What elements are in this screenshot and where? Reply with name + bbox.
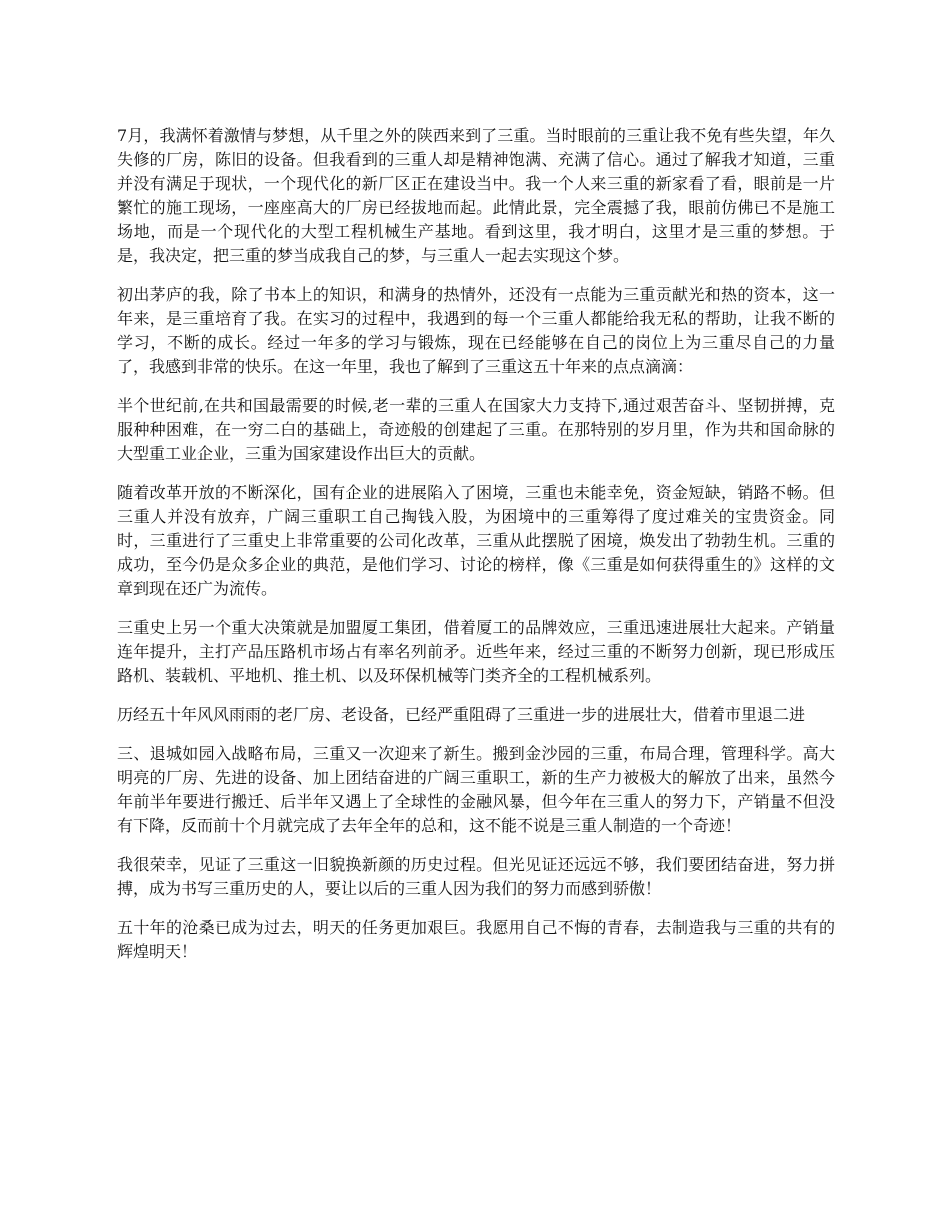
paragraph-2: 初出茅庐的我，除了书本上的知识，和满身的热情外，还没有一点能为三重贡献光和热的资本，这一年来，是三重培育了我。在实习的过程中，我遇到的每一个三重人都能给我无私的帮助，让我不断的学习，不断的成长。经过一年多的学习与锻炼，现在已经能够在自己的岗位上为三重尽自己的力量了，我感到非常的快乐。在这一年里，我也了解到了三重这五十年来的点点滴滴： bbox=[117, 285, 835, 376]
paragraph-3: 半个世纪前,在共和国最需要的时候,老一辈的三重人在国家大力支持下,通过艰苦奋斗、坚韧拼搏，克服种种困难，在一穷二白的基础上，奇迹般的创建起了三重。在那特别的岁月里，作为共和国命脉的大型重工业企业，三重为国家建设作出巨大的贡献。 bbox=[117, 396, 835, 463]
paragraph-7: 三、退城如园入战略布局，三重又一次迎来了新生。搬到金沙园的三重，布局合理，管理科学。高大明亮的厂房、先进的设备、加上团结奋进的广阔三重职工，新的生产力被极大的解放了出来，虽然今年前半年要进行搬迁、后半年又遇上了全球性的金融风暴，但今年在三重人的努力下，产销量不但没有下降，反而前十个月就完成了去年全年的总和，这不能不说是三重人制造的一个奇迹！ bbox=[117, 744, 835, 835]
paragraph-6: 历经五十年风风雨雨的老厂房、老设备，已经严重阻碍了三重进一步的进展壮大，借着市里退二进 bbox=[117, 705, 806, 724]
document-body bbox=[117, 124, 835, 979]
paragraph-1: 7月，我满怀着激情与梦想，从千里之外的陕西来到了三重。当时眼前的三重让我不免有些失望，年久失修的厂房，陈旧的设备。但我看到的三重人却是精神饱满、充满了信心。通过了解我才知道，三重并没有满足于现状，一个现代化的新厂区正在建设当中。我一个人来三重的新家看了看，眼前是一片繁忙的施工现场，一座座高大的厂房已经拔地而起。此情此景，完全震撼了我，眼前仿佛已不是施工场地，而是一个现代化的大型工程机械生产基地。看到这里，我才明白，这里才是三重的梦想。于是，我决定，把三重的梦当成我自己的梦，与三重人一起去实现这个梦。 bbox=[117, 126, 835, 265]
paragraph-8: 我很荣幸，见证了三重这一旧貌换新颜的历史过程。但光见证还远远不够，我们要团结奋进，努力拼搏，成为书写三重历史的人，要让以后的三重人因为我们的努力而感到骄傲！ bbox=[117, 855, 835, 898]
paragraph-5: 三重史上另一个重大决策就是加盟厦工集团，借着厦工的品牌效应，三重迅速进展壮大起来。产销量连年提升，主打产品压路机市场占有率名列前矛。近些年来，经过三重的不断努力创新，现已形成压路机、装载机、平地机、推土机、以及环保机械等门类齐全的工程机械系列。 bbox=[117, 618, 835, 685]
paragraph-9: 五十年的沧桑已成为过去，明天的任务更加艰巨。我愿用自己不悔的青春，去制造我与三重的共有的辉煌明天！ bbox=[117, 918, 835, 961]
paragraph-4: 随着改革开放的不断深化，国有企业的进展陷入了困境，三重也未能幸免，资金短缺，销路不畅。但三重人并没有放弃，广阔三重职工自己掏钱入股，为困境中的三重筹得了度过难关的宝贵资金。同时，三重进行了三重史上非常重要的公司化改革，三重从此摆脱了困境，焕发出了勃勃生机。三重的成功，至今仍是众多企业的典范，是他们学习、讨论的榜样，像《三重是如何获得重生的》这样的文章到现在还广为流传。 bbox=[117, 483, 835, 598]
